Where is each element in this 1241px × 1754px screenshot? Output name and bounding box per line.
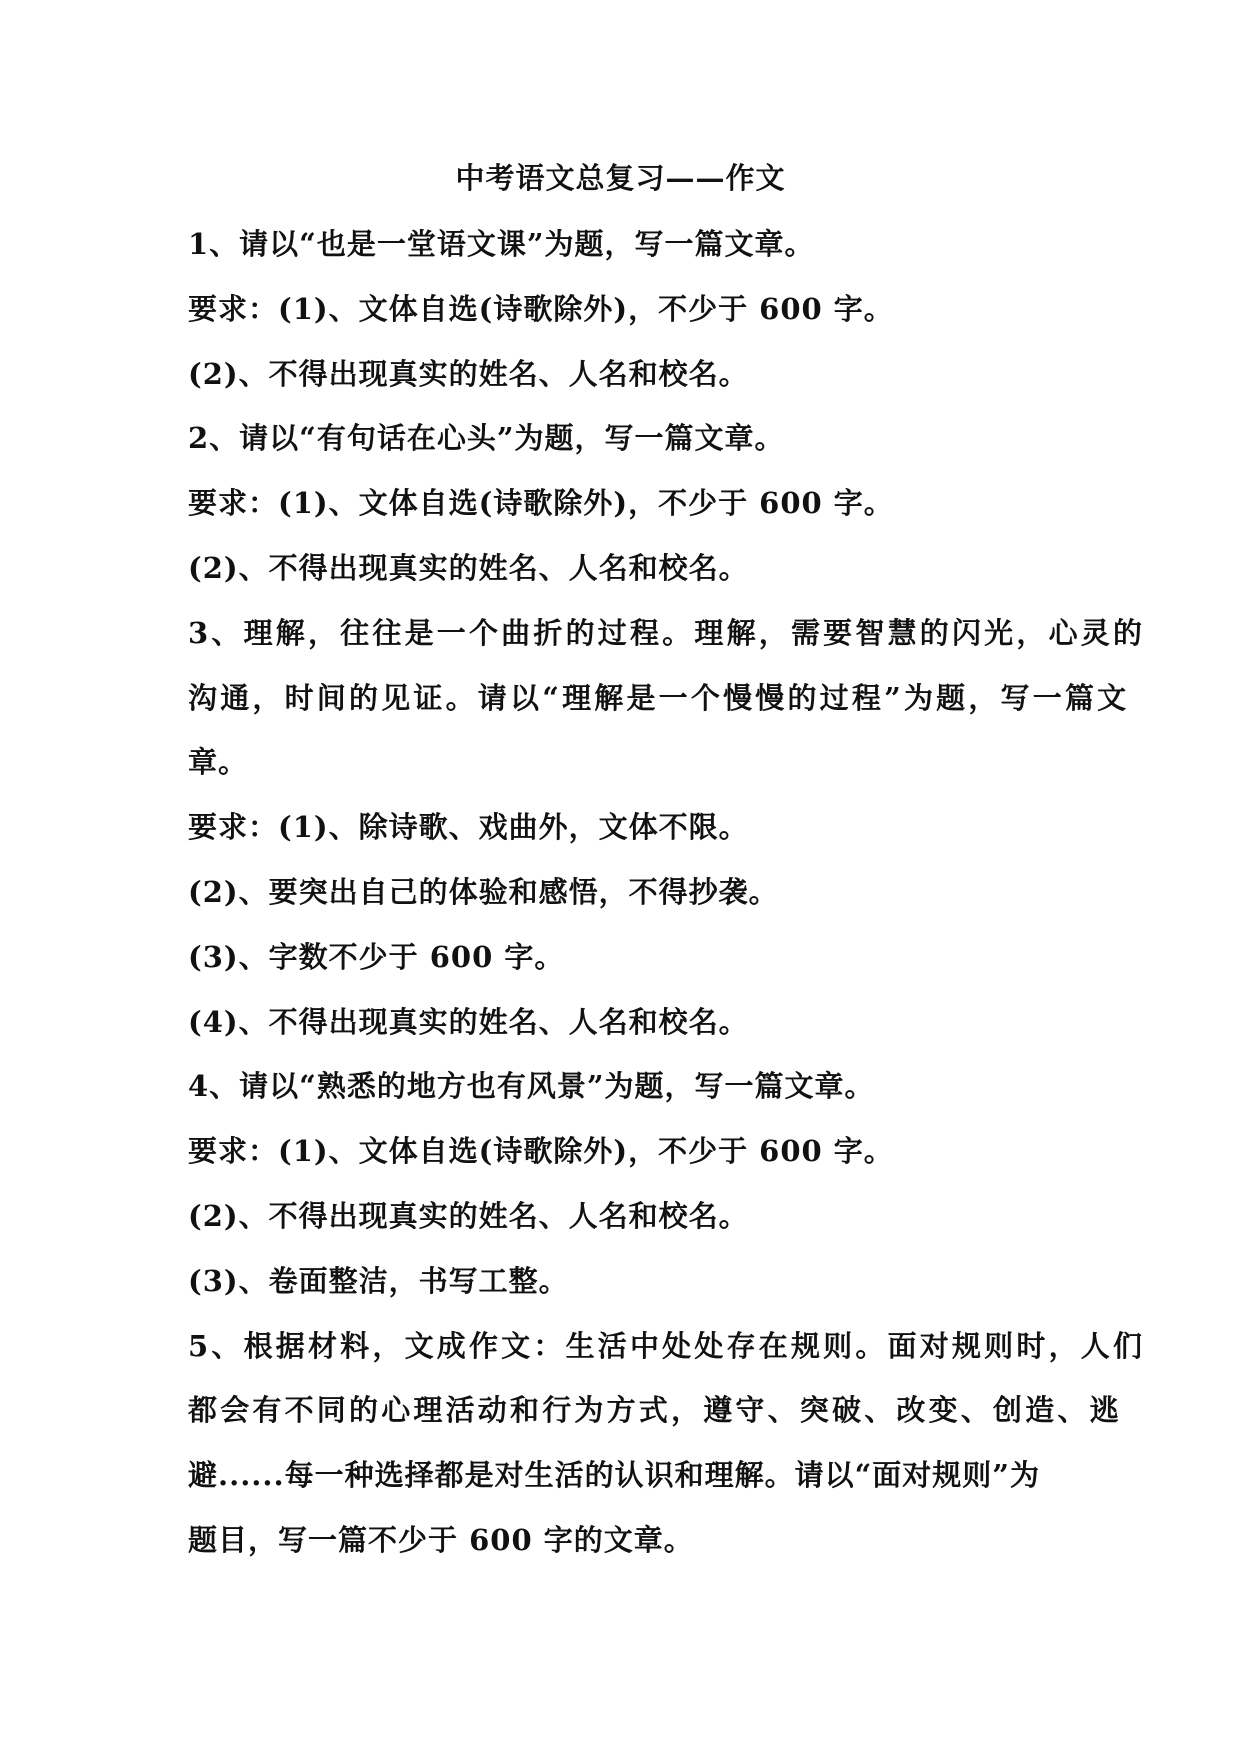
text-line: (2)、不得出现真实的姓名、人名和校名。 [188, 1198, 749, 1233]
text-line: (2)、要突出自己的体验和感悟，不得抄袭。 [188, 874, 779, 909]
text-line: (3)、字数不少于 600 字。 [188, 939, 565, 974]
text-line: (4)、不得出现真实的姓名、人名和校名。 [188, 1004, 749, 1039]
text-line: (3)、卷面整洁，书写工整。 [188, 1263, 569, 1298]
text-line: 要求：(1)、文体自选(诗歌除外)，不少于 600 字。 [188, 486, 894, 521]
document-body [188, 224, 1146, 1585]
text-line: 避......每一种选择都是对生活的认识和理解。请以“面对规则”为 [188, 1458, 1040, 1493]
text-line: (2)、不得出现真实的姓名、人名和校名。 [188, 550, 749, 585]
text-line: 4、请以“熟悉的地方也有风景”为题，写一篇文章。 [188, 1069, 875, 1104]
text-line: 沟通，时间的见证。请以“理解是一个慢慢的过程”为题，写一篇文 [188, 680, 1130, 715]
text-line: 5、根据材料，文成作文：生活中处处存在规则。面对规则时，人们 [188, 1328, 1146, 1363]
text-line: 都会有不同的心理活动和行为方式，遵守、突破、改变、创造、逃 [188, 1393, 1122, 1428]
text-line: 章。 [188, 745, 249, 780]
text-line: 2、请以“有句话在心头”为题，写一篇文章。 [188, 421, 785, 456]
document-title: 中考语文总复习——作文 [455, 161, 786, 195]
text-line: 要求：(1)、文体自选(诗歌除外)，不少于 600 字。 [188, 291, 894, 326]
text-line: (2)、不得出现真实的姓名、人名和校名。 [188, 356, 749, 391]
text-line: 题目，写一篇不少于 600 字的文章。 [188, 1522, 694, 1557]
text-line: 1、请以“也是一堂语文课”为题，写一篇文章。 [188, 227, 815, 261]
text-line: 3、理解，往往是一个曲折的过程。理解，需要智慧的闪光，心灵的 [188, 615, 1146, 650]
text-line: 要求：(1)、除诗歌、戏曲外，文体不限。 [188, 810, 749, 845]
text-line: 要求：(1)、文体自选(诗歌除外)，不少于 600 字。 [188, 1134, 894, 1169]
